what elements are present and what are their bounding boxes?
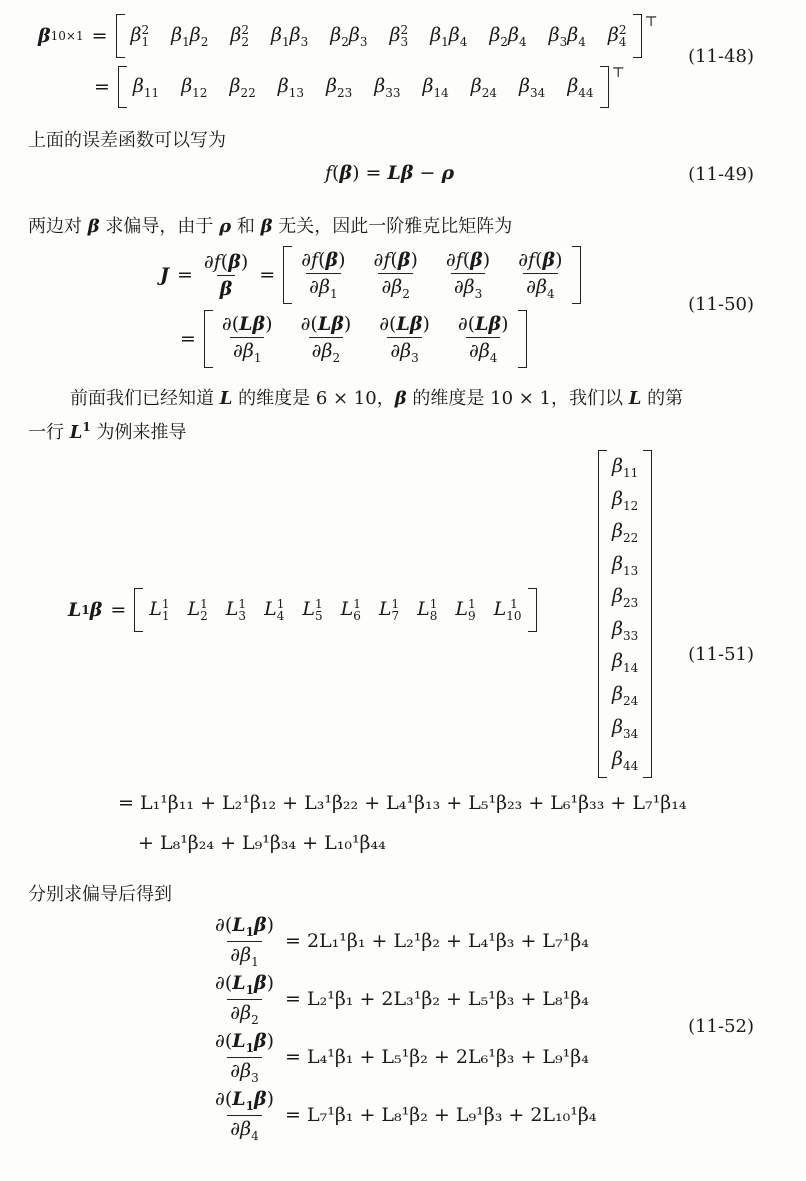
equation-number: (11-50) — [688, 294, 754, 315]
beta-term: $\beta_4$ — [448, 23, 468, 49]
L-entry: L 1 10 — [493, 597, 522, 623]
beta-term: $\beta_{14}$ — [612, 650, 639, 676]
partial-L1beta-fraction: $\frac{\partial(L_1\beta)}{\partial\beta_2}$ — [215, 971, 275, 1027]
L-entry: L 1 1 — [149, 597, 170, 623]
partial-f-fraction: $\frac{\partial f(\beta)}{\partial\beta_2}$ — [373, 249, 418, 301]
paragraph: 两边对 β 求偏导，由于 ρ 和 β 无关，因此一阶雅克比矩阵为 — [28, 216, 513, 237]
beta-term: $\beta_4$ — [508, 23, 527, 49]
beta-product — [489, 24, 526, 49]
beta-product — [549, 24, 586, 49]
partial-derivative-row — [212, 1028, 596, 1086]
eq-11-51-expansion-1: = L₁¹β₁₁ + L₂¹β₁₂ + L₃¹β₂₂ + L₄¹β₁₃ + L₅¹β₂₃ + L₆¹β₃₃ + L₇¹β₁₄ — [118, 792, 687, 814]
beta-term: $\beta_2$ — [330, 23, 349, 49]
beta-term: $\beta_{11}$ — [132, 74, 160, 100]
partial-f-fraction: $\frac{\partial f(\beta)}{\partial\beta_1}$ — [301, 249, 346, 301]
beta-term: $\beta_{23}$ — [612, 585, 639, 611]
partial-f-fraction: $\frac{\partial f(\beta)}{\partial\beta_3}$ — [445, 249, 491, 301]
eq-11-49: f(β) = Lβ − ρ — [325, 162, 455, 184]
eq-11-50-line1: J = $\frac{\partial f(\beta)}{\beta}$ = $\frac{\partial f(\beta)}{\partial\beta_1}$ $\frac{\partial f(\beta)}{\partial\beta_2}$ $\frac{\partial f(\beta)}{\partial\beta_3}$ $\frac{\partial f(\beta)}{\partial\beta_4}$ — [160, 246, 581, 304]
beta-term: $\beta_{14}$ — [422, 74, 449, 100]
eq-11-48-line1: β 10×1 = β 2 1 $\beta_1\beta_2$ β 2 2 $\beta_1\beta_3$ $\beta_2\beta_3$ β 2 3 $\beta_1\beta_4$ $\beta_2\beta_4$ $\beta_3\beta_4$ β 2 4 ⊤ — [38, 14, 658, 58]
partial-Lbeta-fraction: $\frac{\partial(L\beta)}{\partial\beta_3}$ — [379, 313, 430, 365]
paragraph: 分别求偏导后得到 — [28, 884, 172, 905]
partial-derivative-expression: = L₂¹β₁ + 2L₃¹β₂ + L₅¹β₃ + L₈¹β₄ — [285, 988, 589, 1010]
partial-derivative-row — [212, 1086, 596, 1144]
paragraph: 上面的误差函数可以写为 — [28, 130, 226, 151]
transpose-symbol: ⊤ — [644, 14, 658, 30]
beta-product — [131, 24, 150, 48]
beta-term: $\beta_{11}$ — [612, 455, 639, 480]
beta-term: $\beta_{12}$ — [181, 74, 208, 100]
beta-term: $\beta_2$ — [189, 23, 209, 49]
L-entry: L 1 9 — [455, 597, 476, 623]
beta-term: $\beta_1$ — [271, 23, 290, 49]
beta-product — [271, 24, 308, 49]
subscript: 10×1 — [50, 29, 84, 43]
partial-derivative-row — [212, 912, 596, 970]
beta-term: $\beta_1$ — [171, 23, 190, 49]
beta-product — [430, 24, 467, 49]
eq-11-51-expansion-2: + L₈¹β₂₄ + L₉¹β₃₄ + L₁₀¹β₄₄ — [138, 832, 386, 854]
L-entry: L 1 3 — [225, 597, 247, 623]
beta-symbol: β — [38, 25, 51, 47]
L-entry: L 1 6 — [340, 597, 361, 623]
jacobian-row-lbeta — [219, 313, 512, 365]
beta-term: $\beta_{13}$ — [277, 74, 304, 100]
partial-derivative-row — [212, 970, 596, 1028]
beta-term: $\beta_2$ — [489, 23, 509, 49]
partial-derivative-expression: = L₄¹β₁ + L₅¹β₂ + 2L₆¹β₃ + L₉¹β₄ — [285, 1046, 589, 1068]
paragraph: 前面我们已经知道 L 的维度是 6 × 10，β 的维度是 10 × 1，我们以 L 的第 — [70, 388, 684, 409]
L-entry: L 1 2 — [187, 597, 208, 623]
equation-number: (11-52) — [688, 1016, 754, 1037]
beta-term: $\beta_3$ — [348, 23, 368, 49]
beta-term: $\beta_{44}$ — [612, 748, 639, 773]
partial-L1beta-fraction: $\frac{\partial(L_1\beta)}{\partial\beta_1}$ — [215, 913, 275, 969]
beta-product — [330, 24, 367, 49]
beta-term: $\beta_{33}$ — [374, 74, 401, 100]
L-entry: L 1 5 — [302, 597, 323, 623]
beta-term: $\beta_1$ — [430, 23, 449, 49]
partial-L1beta-fraction: $\frac{\partial(L_1\beta)}{\partial\beta_3}$ — [215, 1029, 275, 1085]
partial-derivative-expression: = 2L₁¹β₁ + L₂¹β₂ + L₄¹β₃ + L₇¹β₄ — [285, 930, 589, 952]
paragraph: 一行 $L^1$ 为例来推导 — [28, 420, 187, 443]
eq-11-52 — [212, 912, 596, 1144]
beta-term: $\beta_{24}$ — [612, 683, 639, 708]
L-entry: L 1 8 — [417, 597, 438, 623]
partial-f-fraction: $\frac{\partial f(\beta)}{\partial\beta_4}$ — [518, 249, 563, 301]
L-entry: L 1 4 — [264, 597, 285, 623]
equation-number: (11-49) — [688, 164, 754, 185]
L-row-vector — [149, 598, 521, 622]
beta-term: β 2 3 — [389, 22, 409, 49]
beta-term: $\beta_{44}$ — [567, 74, 594, 100]
beta-term: β 2 2 — [230, 22, 250, 49]
eq-11-50-line2: = $\frac{\partial(L\beta)}{\partial\beta_1}$ $\frac{\partial(L\beta)}{\partial\beta_2}$ $\frac{\partial(L\beta)}{\partial\beta_3}$ $\frac{\partial(L\beta)}{\partial\beta_4}$ — [180, 310, 527, 368]
beta-term: β 2 1 — [130, 22, 150, 49]
equation-number: (11-48) — [688, 46, 754, 67]
partial-L1beta-fraction: $\frac{\partial(L_1\beta)}{\partial\beta_4}$ — [215, 1087, 275, 1143]
beta-term: $\beta_{34}$ — [519, 74, 546, 100]
eq-11-48-line2: = $\beta_{11}$ $\beta_{12}$ $\beta_{22}$ $\beta_{13}$ $\beta_{23}$ $\beta_{33}$ $\beta_{14}$ $\beta_{24}$ $\beta_{34}$ $\beta_{44}$ ⊤ — [94, 66, 625, 108]
beta-term: $\beta_{22}$ — [229, 74, 256, 100]
jacobian-row-f — [298, 249, 565, 301]
beta-row-products — [131, 24, 627, 49]
beta-term: $\beta_{33}$ — [612, 617, 639, 643]
beta-term: $\beta_4$ — [567, 23, 586, 49]
beta-term: $\beta_{23}$ — [325, 74, 353, 100]
beta-product — [230, 24, 249, 48]
beta-term: $\beta_{22}$ — [612, 520, 639, 545]
beta-row-indices — [133, 75, 594, 100]
beta-term: $\beta_{12}$ — [612, 487, 639, 513]
equation-number: (11-51) — [688, 644, 754, 665]
eq-11-51-row: L 1 β = L 1 1 L 1 2 L 1 3 L 1 4 L 1 5 L 1 6 L 1 7 L 1 8 L 1 9 L 1 10 — [68, 588, 537, 632]
beta-term: $\beta_{34}$ — [612, 715, 639, 741]
beta-term: $\beta_{13}$ — [612, 552, 639, 578]
partial-Lbeta-fraction: $\frac{\partial(L\beta)}{\partial\beta_1}$ — [221, 313, 273, 365]
beta-term: $\beta_{24}$ — [470, 74, 498, 100]
beta-product — [390, 24, 409, 48]
beta-term: β 2 4 — [607, 22, 627, 49]
beta-term: $\beta_3$ — [548, 23, 568, 49]
beta-term: $\beta_3$ — [289, 23, 309, 49]
partial-Lbeta-fraction: $\frac{\partial(L\beta)}{\partial\beta_4}$ — [457, 313, 509, 365]
beta-product — [171, 24, 208, 49]
partial-Lbeta-fraction: $\frac{\partial(L\beta)}{\partial\beta_2}$ — [300, 313, 352, 365]
partial-derivative-expression: = L₇¹β₁ + L₈¹β₂ + L₉¹β₃ + 2L₁₀¹β₄ — [285, 1104, 597, 1126]
beta-product — [608, 24, 627, 48]
beta-column-vector — [598, 450, 652, 778]
L-entry: L 1 7 — [378, 597, 400, 623]
